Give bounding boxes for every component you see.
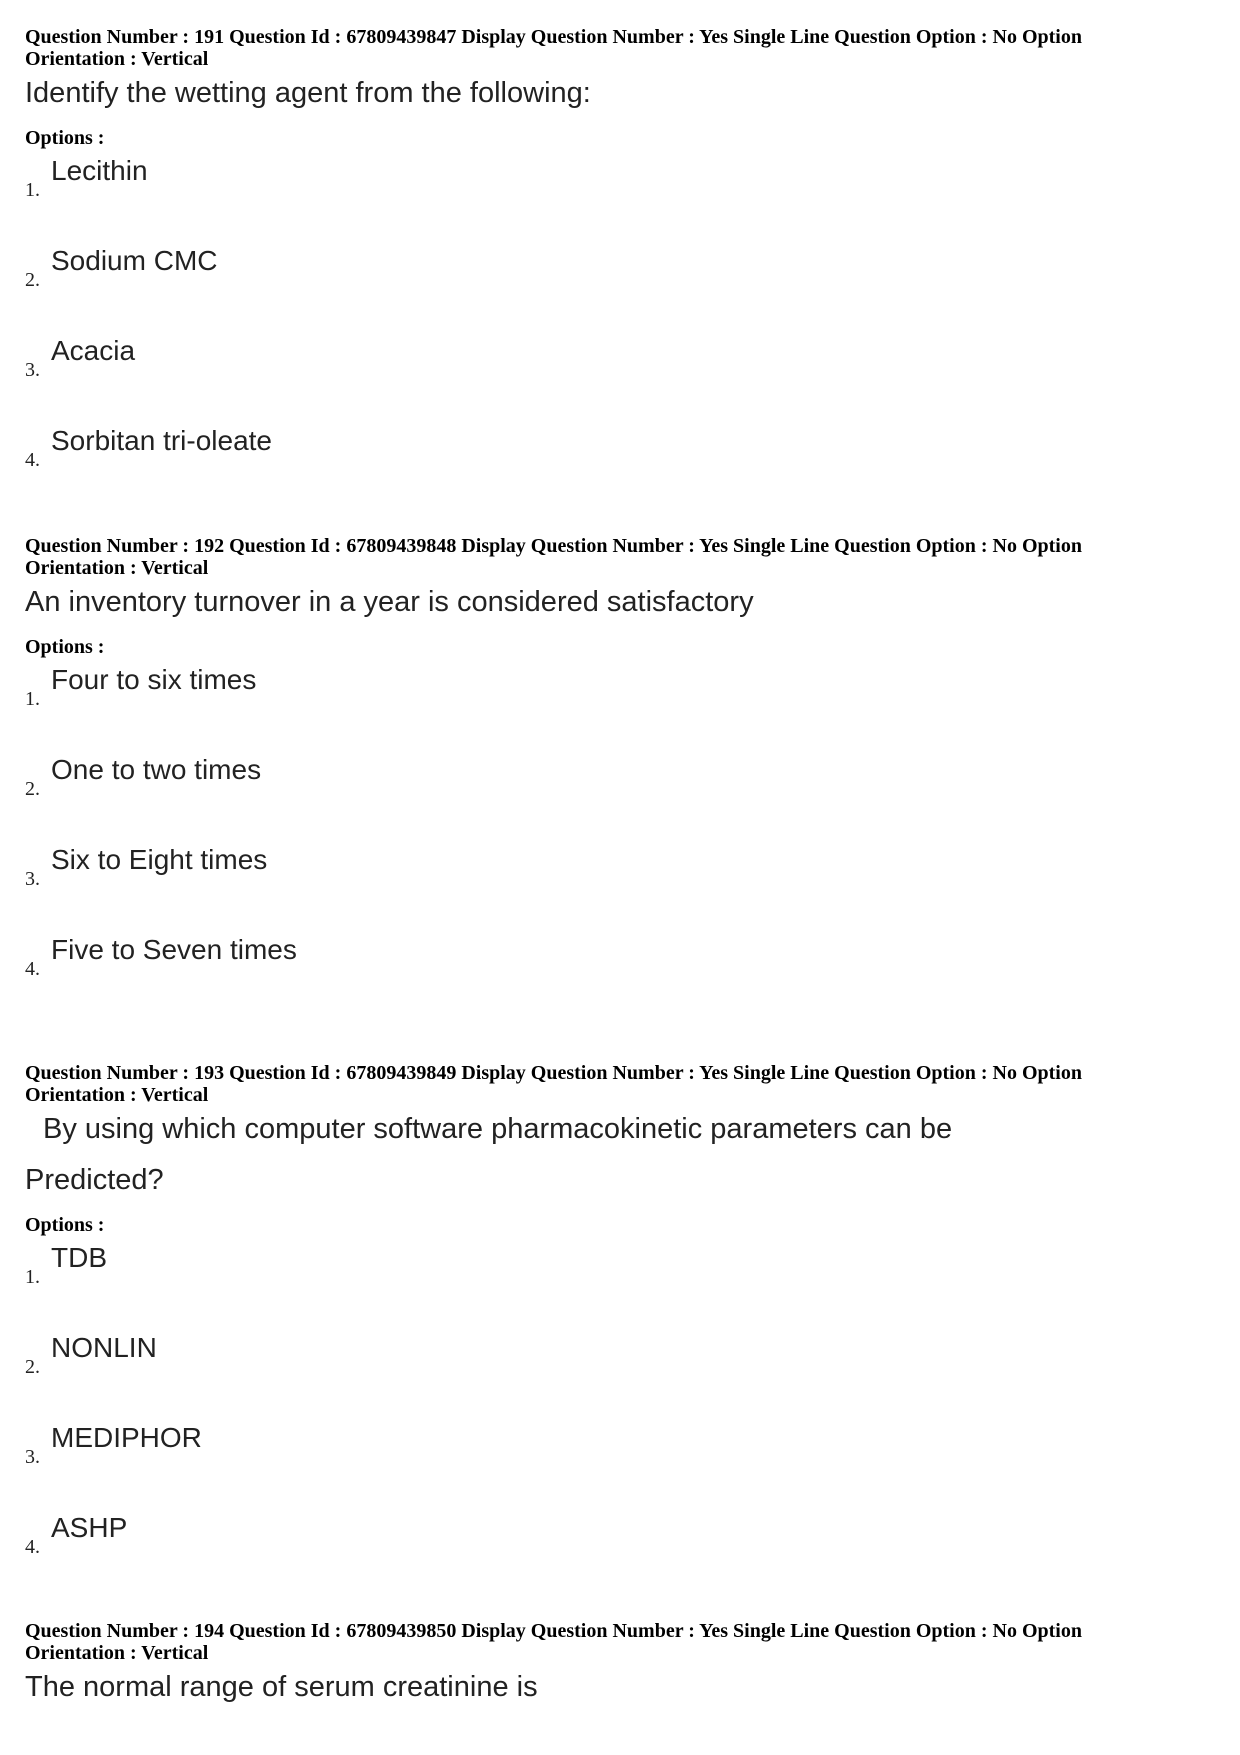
- option-text: Six to Eight times: [51, 844, 268, 875]
- option-text: Four to six times: [51, 664, 257, 695]
- option-text: Sorbitan tri-oleate: [51, 425, 273, 456]
- option-number: 1.: [25, 179, 40, 201]
- question-meta: Question Number : 191 Question Id : 67809439847 Display Question Number : Yes Single Line Question Option : No Option Orientation : Vertical: [25, 26, 1082, 70]
- question-block-193: [25, 1062, 1215, 1596]
- question-meta: Question Number : 194 Question Id : 67809439850 Display Question Number : Yes Single Line Question Option : No Option Orientation : Vertical: [25, 1620, 1082, 1664]
- question-meta: Question Number : 193 Question Id : 67809439849 Display Question Number : Yes Single Line Question Option : No Option Orientation : Vertical: [25, 1062, 1082, 1106]
- option-text: TDB: [51, 1242, 107, 1273]
- option-text: Five to Seven times: [51, 934, 297, 965]
- option-text: Lecithin: [51, 155, 148, 186]
- option-number: 3.: [25, 359, 40, 381]
- option-item: [25, 658, 1215, 748]
- question-block-191: [25, 26, 1215, 509]
- option-text: MEDIPHOR: [51, 1422, 202, 1453]
- option-number: 2.: [25, 778, 40, 800]
- options-label: Options :: [25, 636, 105, 658]
- option-item: [25, 1236, 1215, 1326]
- option-item: [25, 1506, 1215, 1596]
- option-item: [25, 928, 1215, 1018]
- question-block-192: [25, 535, 1215, 1018]
- question-text: Identify the wetting agent from the following:: [25, 77, 591, 109]
- options-label: Options :: [25, 127, 105, 149]
- option-text: NONLIN: [51, 1332, 157, 1363]
- option-number: 4.: [25, 449, 40, 471]
- option-number: 2.: [25, 269, 40, 291]
- option-item: [25, 239, 1215, 329]
- option-number: 3.: [25, 868, 40, 890]
- option-text: ASHP: [51, 1512, 128, 1543]
- option-item: [25, 419, 1215, 509]
- option-number: 2.: [25, 1356, 40, 1378]
- option-text: Sodium CMC: [51, 245, 218, 276]
- option-item: [25, 149, 1215, 239]
- option-item: [25, 838, 1215, 928]
- question-meta: Question Number : 192 Question Id : 67809439848 Display Question Number : Yes Single Line Question Option : No Option Orientation : Vertical: [25, 535, 1082, 579]
- option-number: 4.: [25, 1536, 40, 1558]
- option-number: 1.: [25, 688, 40, 710]
- option-item: [25, 1416, 1215, 1506]
- question-text: An inventory turnover in a year is considered satisfactory: [25, 586, 754, 618]
- option-item: [25, 748, 1215, 838]
- option-item: [25, 1326, 1215, 1416]
- option-number: 1.: [25, 1266, 40, 1288]
- option-number: 3.: [25, 1446, 40, 1468]
- question-block-194: [25, 1620, 1215, 1721]
- option-number: 4.: [25, 958, 40, 980]
- options-label: Options :: [25, 1214, 105, 1236]
- option-text: Acacia: [51, 335, 136, 366]
- question-text: By using which computer software pharmacokinetic parameters can be Predicted?: [25, 1113, 953, 1196]
- option-text: One to two times: [51, 754, 262, 785]
- option-item: [25, 329, 1215, 419]
- question-text: The normal range of serum creatinine is: [25, 1671, 538, 1703]
